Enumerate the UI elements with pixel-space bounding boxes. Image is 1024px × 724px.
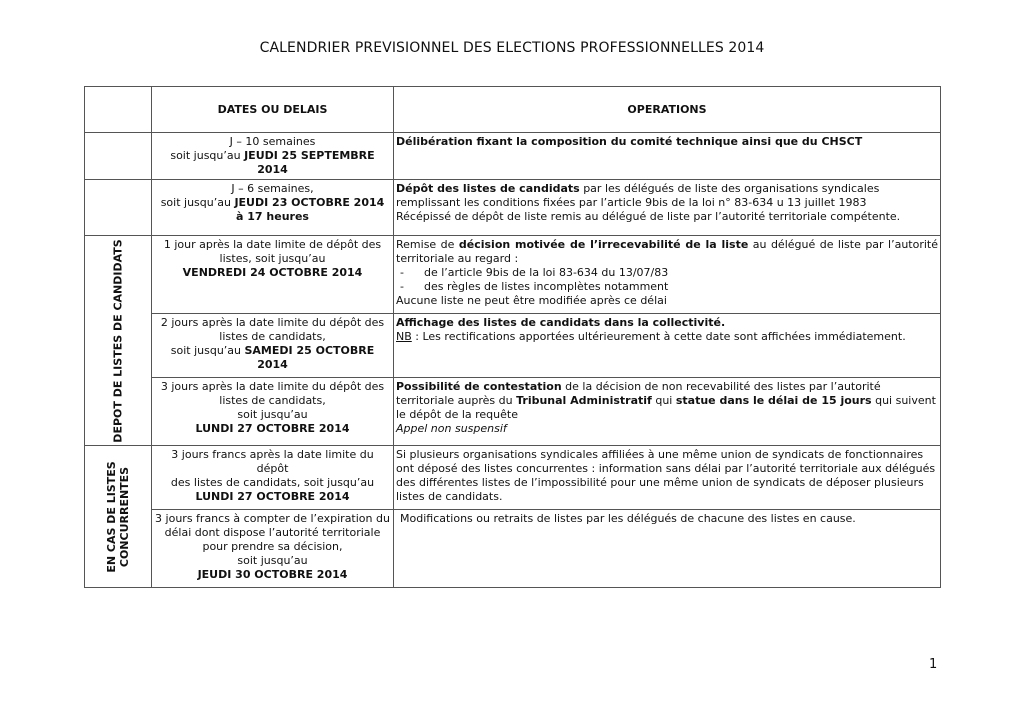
operation-cell: Possibilité de contestation de la décision de non recevabilité des listes par l’autorité territoriale auprès du Tribunal Administratif qui statue dans le délai de 15 jours qui suivent le dépôt de la requête Appel non suspensif	[394, 378, 941, 446]
table-row	[85, 180, 941, 236]
page-number: 1	[929, 657, 938, 672]
side-empty-cell	[85, 133, 152, 180]
date-cell: J – 6 semaines, soit jusqu’au JEUDI 23 OCTOBRE 2014 à 17 heures	[152, 180, 394, 236]
header-operations: OPERATIONS	[394, 87, 941, 133]
header-row	[85, 87, 941, 133]
list-item: - de l’article 9bis de la loi 83-634 du 13/07/83	[400, 266, 669, 279]
date-cell: 1 jour après la date limite de dépôt des listes, soit jusqu’au VENDREDI 24 OCTOBRE 2014	[152, 236, 394, 314]
page-title: CALENDRIER PREVISIONNEL DES ELECTIONS PROFESSIONNELLES 2014	[259, 40, 765, 56]
calendar-table	[84, 86, 941, 588]
list-item: - des règles de listes incomplètes notamment	[400, 280, 669, 293]
side-label-depot: DEPOT DE LISTES DE CANDIDATS	[111, 238, 125, 443]
header-dates: DATES OU DELAIS	[152, 87, 394, 133]
header-empty-cell	[85, 87, 152, 133]
operation-cell: Modifications ou retraits de listes par les délégués de chacune des listes en cause.	[394, 510, 941, 588]
date-cell: 2 jours après la date limite du dépôt des listes de candidats, soit jusqu’au SAMEDI 25 OCTOBRE 2014	[152, 314, 394, 378]
table-row	[85, 378, 941, 446]
date-cell: 3 jours après la date limite du dépôt des listes de candidats, soit jusqu’au LUNDI 27 OCTOBRE 2014	[152, 378, 394, 446]
operation-cell: Dépôt des listes de candidats par les délégués de liste des organisations syndicales remplissant les conditions fixées par l’article 9bis de la loi n° 83-634 u 13 juillet 1983 Récépissé de dépôt de liste remis au délégué de liste par l’autorité territoriale compétente.	[394, 180, 941, 236]
table-row	[85, 236, 941, 314]
table-row	[85, 510, 941, 588]
operation-cell: Remise de décision motivée de l’irrecevabilité de la liste au délégué de liste par l’autorité territoriale au regard : - de l’article 9bis de la loi 83-634 du 13/07/83 - des règles de listes incomplètes notamment Aucune liste ne peut être modifiée après ce délai	[394, 236, 941, 314]
operation-cell: Délibération fixant la composition du comité technique ainsi que du CHSCT	[394, 133, 941, 180]
table-row	[85, 314, 941, 378]
side-label-depot-cell	[85, 236, 152, 446]
operation-cell: Affichage des listes de candidats dans la collectivité. NB : Les rectifications apportées ultérieurement à cette date sont affichées immédiatement.	[394, 314, 941, 378]
date-cell: J – 10 semaines soit jusqu’au JEUDI 25 SEPTEMBRE 2014	[152, 133, 394, 180]
table-row	[85, 133, 941, 180]
date-cell: 3 jours francs à compter de l’expiration du délai dont dispose l’autorité territoriale pour prendre sa décision, soit jusqu’au JEUDI 30 OCTOBRE 2014	[152, 510, 394, 588]
side-label-concurrentes: EN CAS DE LISTES CONCURRENTES	[105, 460, 131, 573]
operation-cell: Si plusieurs organisations syndicales affiliées à une même union de syndicats de fonctionnaires ont déposé des listes concurrentes : information sans délai par l’autorité territoriale aux délégués des différentes listes de l’impossibilité pour une même union de syndicats de déposer plusieurs listes de candidats.	[394, 446, 941, 510]
date-cell: 3 jours francs après la date limite du dépôt des listes de candidats, soit jusqu’au LUNDI 27 OCTOBRE 2014	[152, 446, 394, 510]
side-empty-cell	[85, 180, 152, 236]
table-row	[85, 446, 941, 510]
side-label-concurrentes-cell	[85, 446, 152, 588]
